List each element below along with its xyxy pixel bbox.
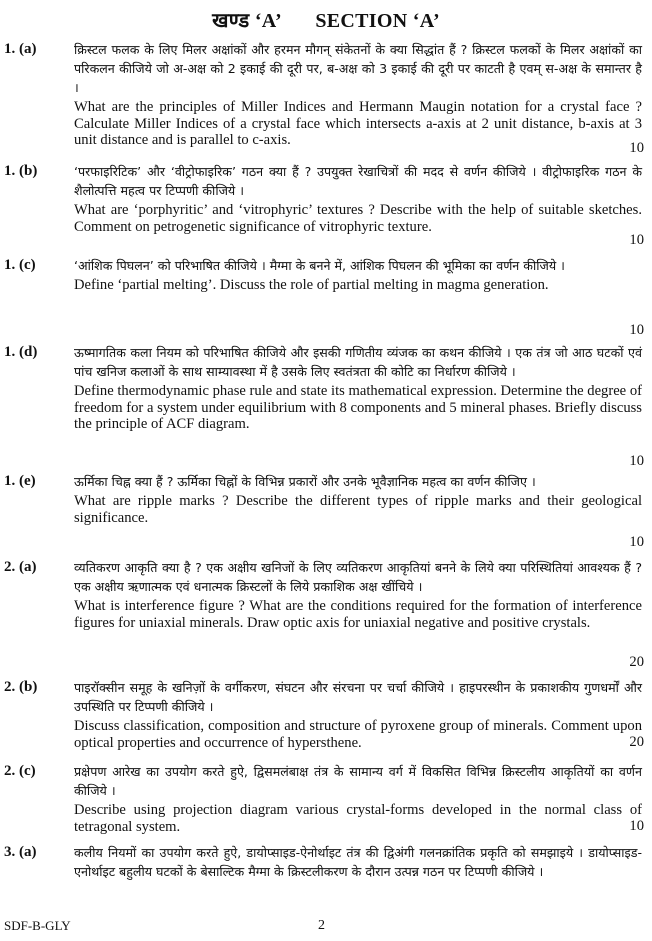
question-marks: 10	[629, 818, 644, 834]
question-text-hindi: पाइरॉक्सीन समूह के खनिज़ों के वर्गीकरण, संघटन और संरचना पर चर्चा कीजिये । हाइपरस्थीन के प्रकाशकीय गुणधर्मों और उपस्थिति पर टिप्पणी कीजिये ।	[74, 680, 642, 714]
question-marks: 10	[629, 232, 644, 248]
question-marks: 10	[629, 322, 644, 338]
question-text-english: What are ripple marks ? Describe the different types of ripple marks and their geological significance.	[74, 493, 642, 526]
question-marks: 10	[629, 140, 644, 156]
question-text-hindi: ऊर्मिका चिह्न क्या हैं ? ऊर्मिका चिह्नों के विभिन्न प्रकारों और उनके भूवैज्ञानिक महत्व का वर्णन कीजिए ।	[74, 474, 536, 489]
question-text-hindi: कलीय नियमों का उपयोग करते हुऐ, डायोप्साइड-ऐनोर्थाइट तंत्र की द्विअंगी गलनक्रांतिक प्रकृति को समझाइये । डायोप्साइड-एनोर्थाइट बहुलीय घटकों के बेसाल्टिक मैग्मा के क्रिस्टलीकरण के दौरान उत्पन्न गठन पर टिप्पणी कीजिये ।	[74, 845, 642, 879]
question-text-english: Define thermodynamic phase rule and state its mathematical expression. Determine the degree of freedom for a system under equilibrium with 8 components and 5 mineral phases. Briefly discuss the principle of ACF diagram.	[74, 383, 642, 432]
question-text-hindi: व्यतिकरण आकृति क्या है ? एक अक्षीय खनिजों के लिए व्यतिकरण आकृतियां बनने के लिये क्या परिस्थितियां आवश्यक हैं ? एक अक्षीय ऋणात्मक एवं धनात्मक क्रिस्टलों के लिये प्रकाशिक अक्ष खींचिये ।	[74, 560, 642, 594]
section-header	[0, 6, 652, 33]
question-text-hindi: क्रिस्टल फलक के लिए मिलर अक्षांकों और हरमन मौगन् संकेतनों के क्या सिद्धांत हैं ? क्रिस्टल फलकों के मिलर अक्षांकों का परिकलन कीजिये जो अ-अक्ष को 2 इकाई की दूरी पर, ब-अक्ष को 3 इकाई की दूरी पर काटती है एवम् स-अक्ष के समान्तर है ।	[74, 42, 642, 95]
question-text-english: Define ‘partial melting’. Discuss the role of partial melting in magma generation.	[74, 277, 549, 293]
page-number: 2	[318, 918, 325, 933]
question-marks: 20	[629, 654, 644, 670]
question-text-hindi: ‘आंशिक पिघलन’ को परिभाषित कीजिये । मैग्मा के बनने में, आंशिक पिघलन की भूमिका का वर्णन कीजिये ।	[74, 258, 565, 273]
question-number: 1. (b)	[4, 163, 38, 179]
question-text-hindi: ऊष्मागतिक कला नियम को परिभाषित कीजिये और इसकी गणितीय व्यंजक का कथन कीजिये । एक तंत्र जो आठ घटकों एवं पांच खनिज कलाओं के साथ साम्यावस्था में है उसके लिए स्वतंत्रता की कोटि का निर्धारण कीजिये ।	[74, 345, 642, 379]
question-number: 1. (a)	[4, 41, 37, 57]
question-text-hindi: प्रक्षेपण आरेख का उपयोग करते हुऐ, द्विसमलंबाक्ष तंत्र के सामान्य वर्ग में विकसित विभिन्न क्रिस्टलीय आकृतियों का वर्णन कीजिये ।	[74, 764, 642, 798]
question-text-english: Discuss classification, composition and structure of pyroxene group of minerals. Comment upon optical properties and occurrence of hypersthene.	[74, 718, 642, 751]
question-number: 2. (a)	[4, 559, 37, 575]
question-text-english: What is interference figure ? What are the conditions required for the formation of interference figures for uniaxial minerals. Draw optic axis for uniaxial negative and positive crystals.	[74, 598, 642, 631]
question-number: 1. (e)	[4, 473, 36, 489]
question-number: 2. (c)	[4, 763, 36, 779]
section-header-english: SECTION ‘A’	[315, 10, 440, 32]
footer-code: SDF-B-GLY	[4, 918, 71, 933]
question-text-english: What are ‘porphyritic’ and ‘vitrophyric’ textures ? Describe with the help of suitable sketches. Comment on petrogenetic significance of vitrophyric texture.	[74, 202, 642, 235]
question-marks: 10	[629, 534, 644, 550]
question-number: 1. (c)	[4, 257, 36, 273]
question-marks: 10	[629, 453, 644, 469]
question-number: 3. (a)	[4, 844, 37, 860]
question-number: 1. (d)	[4, 344, 38, 360]
question-text-english: Describe using projection diagram various crystal-forms developed in the normal class of tetragonal system.	[74, 802, 642, 835]
question-text-english: What are the principles of Miller Indices and Hermann Maugin notation for a crystal face ? Calculate Miller Indices of a crystal face which intersects a-axis at 2 unit distance, b-axis at 3 unit distance and is parallel to c-axis.	[74, 99, 642, 148]
question-marks: 20	[629, 734, 644, 750]
section-header-hindi: खण्ड ‘A’	[212, 10, 283, 32]
question-text-hindi: ‘परफाइरिटिक’ और ‘वीट्रोफाइरिक’ गठन क्या हैं ? उपयुक्त रेखाचित्रों की मदद से वर्णन कीजिये । वीट्रोफाइरिक गठन के शैलोत्पत्ति महत्व पर टिप्पणी कीजिये ।	[74, 164, 642, 198]
question-number: 2. (b)	[4, 679, 38, 695]
